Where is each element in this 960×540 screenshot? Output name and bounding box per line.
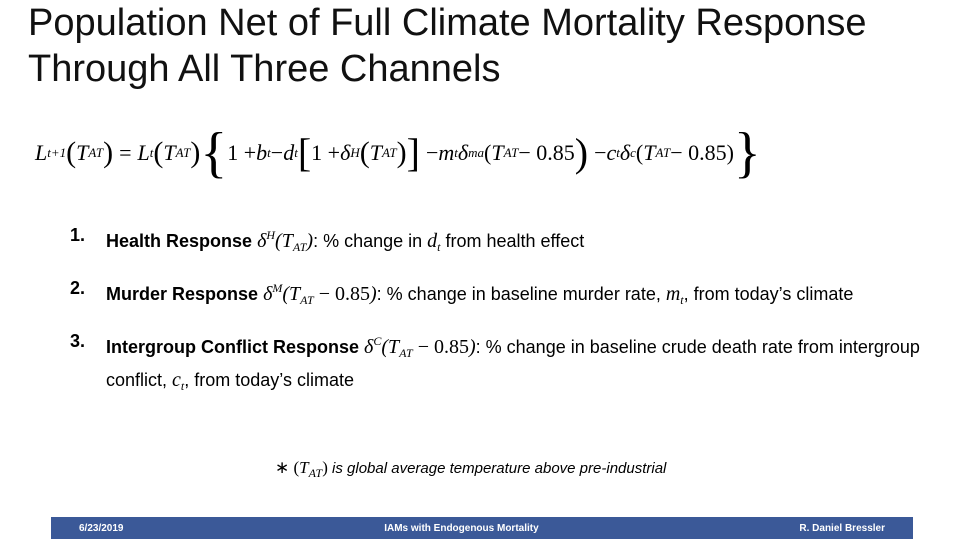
list-number: 3. [70,331,86,351]
footer-date: 6/23/2019 [79,522,124,534]
slide-title-line-1: Population Net of Full Climate Mortality Response [28,2,867,44]
list-heading: Health Response [106,231,253,251]
list-item-murder: 2. Murder Response $\delta^M(T_{AT} - 0.85)$: % change in baseline murder rate, $m_t$, from today’s climate [70,275,920,314]
slide-title-line-2: Through All Three Channels [28,48,501,90]
health-formula: $\delta^H(T_{AT})$ [257,228,314,254]
list-number: 1. [70,225,86,245]
murder-formula: $\delta^M(T_{AT} - 0.85)$ [263,281,377,307]
response-list [70,222,920,414]
list-number: 2. [70,278,86,298]
footnote [275,458,666,481]
list-item-health: 1. Health Response $\delta^H(T_{AT})$: % change in $d_t$ from health effect [70,222,920,261]
list-heading: Murder Response [106,284,259,304]
list-heading: Intergroup Conflict Response [106,337,360,357]
footer-title: IAMs with Endogenous Mortality [384,522,539,534]
slide-title [28,0,938,92]
footnote-text: is global average temperature above pre-industrial [327,460,667,477]
list-item-conflict: 3. Intergroup Conflict Response $\delta^C(T_{AT} - 0.85)$: % change in baseline crude death rate from intergroup conflict, $c_t$, from today’s climate [70,328,920,400]
conflict-formula: $\delta^C(T_{AT} - 0.85)$ [364,334,476,360]
footer-bar [51,517,913,539]
footer-author: R. Daniel Bressler [799,522,885,534]
footnote-symbol: ∗ $(T_{AT})$ [275,458,328,480]
population-equation: L t+1 ( T AT ) = L t ( T AT ) { 1 + b t − d t [ 1 + δ H ( T AT ) ] − m t δ ma ( T AT − 0.85 ) − c t δ c ( T AT − 0.85) } [35,122,761,184]
